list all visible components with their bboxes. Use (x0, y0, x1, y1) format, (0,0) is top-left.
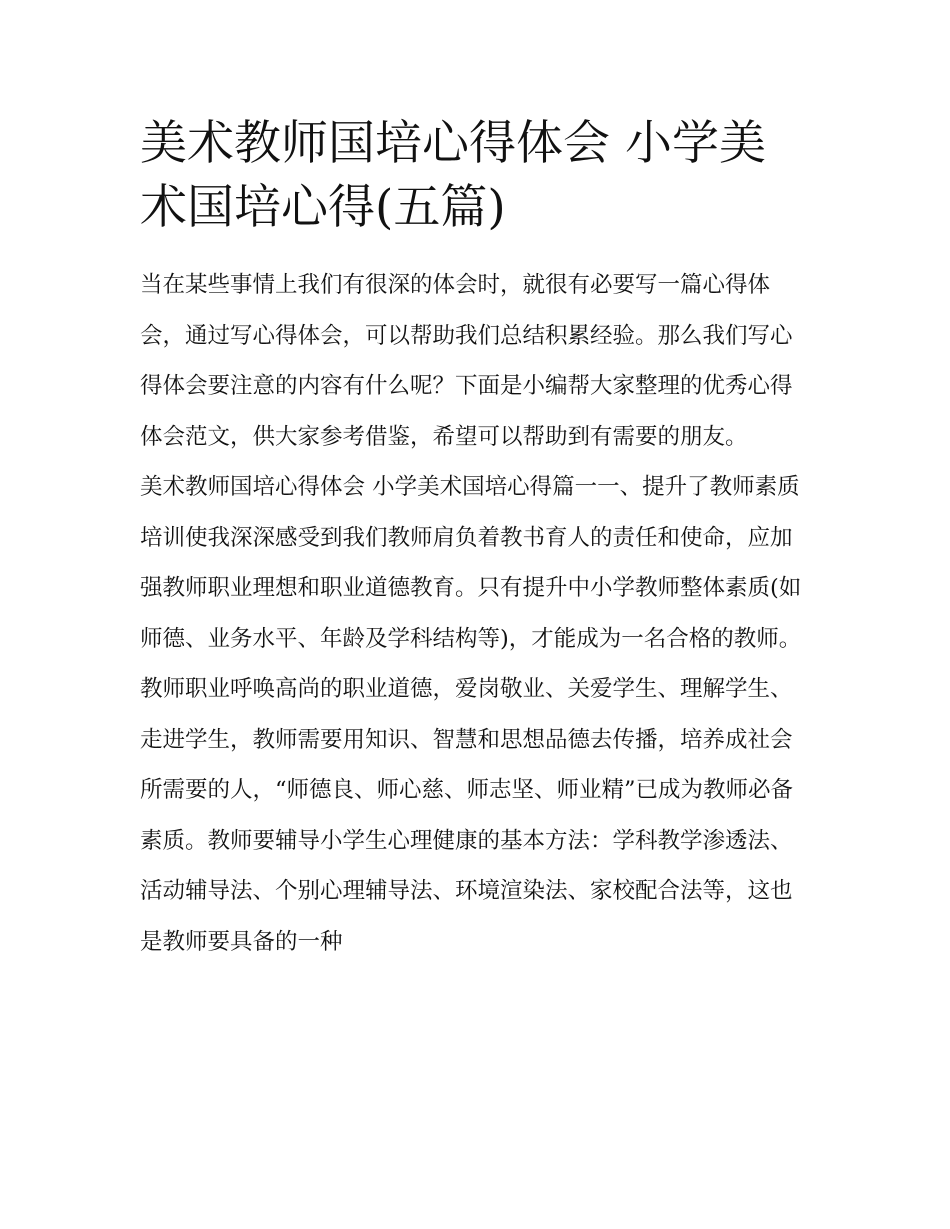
section-heading: 美术教师国培心得体会 小学美术国培心得篇一一、提升了教师素质 (140, 474, 800, 500)
intro-paragraph: 当在某些事情上我们有很深的体会时，就很有必要写一篇心得体会，通过写心得体会，可以帮助我们总结积累经验。那么我们写心得体会要注意的内容有什么呢？下面是小编帮大家整理的优秀心得体会范文，供大家参考借鉴，希望可以帮助到有需要的朋友。 (140, 272, 793, 450)
body-paragraph: 培训使我深深感受到我们教师肩负着教书育人的责任和使命，应加强教师职业理想和职业道德教育。只有提升中小学教师整体素质(如师德、业务水平、年龄及学科结构等)，才能成为一名合格的教师。教师职业呼唤高尚的职业道德，爱岗敬业、关爱学生、理解学生、走进学生，教师需要用知识、智慧和思想品德去传播，培养成社会所需要的人，“师德良、师心慈、师志坚、师业精”已成为教师必备素质。教师要辅导小学生心理健康的基本方法：学科教学渗透法、活动辅导法、个别心理辅导法、环境渲染法、家校配合法等，这也是教师要具备的一种 (140, 524, 802, 955)
document-title: 美术教师国培心得体会 小学美术国培心得(五篇) (140, 116, 766, 235)
